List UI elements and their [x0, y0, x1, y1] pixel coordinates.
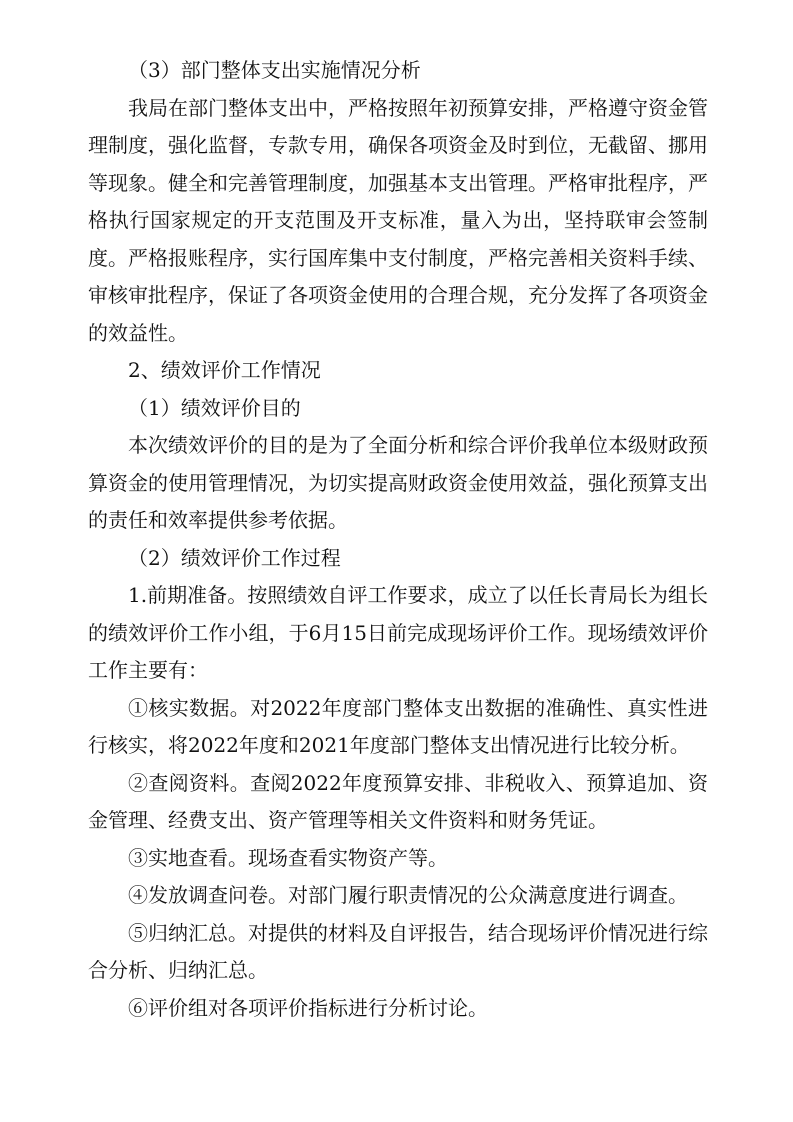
list-item-summarize: ⑤归纳汇总。对提供的材料及自评报告，结合现场评价情况进行综合分析、归纳汇总。 [88, 920, 708, 982]
paragraph-preparation: 1.前期准备。按照绩效自评工作要求，成立了以任长青局长为组长的绩效评价工作小组，于6月15日前完成现场评价工作。现场绩效评价工作主要有： [88, 583, 708, 682]
list-item-questionnaire: ④发放调查问卷。对部门履行职责情况的公众满意度进行调查。 [128, 883, 688, 907]
paragraph-expenditure-management: 我局在部门整体支出中，严格按照年初预算安排，严格遵守资金管理制度，强化监督，专款专用，确保各项资金及时到位，无截留、挪用等现象。健全和完善管理制度，加强基本支出管理。严格审批程序，严格执行国家规定的开支范围及开支标准，量入为出，坚持联审会签制度。严格报账程序，实行国库集中支付制度，严格完善相关资料手续、审核审批程序，保证了各项资金使用的合理合规，充分发挥了各项资金的效益性。 [88, 95, 708, 345]
document-body [88, 52, 708, 1027]
list-item-discussion: ⑥评价组对各项评价指标进行分析讨论。 [128, 995, 488, 1020]
list-item-review-materials: ②查阅资料。查阅2022年度预算安排、非税收入、预算追加、资金管理、经费支出、资产管理等相关文件资料和财务凭证。 [88, 770, 708, 832]
paragraph-evaluation-purpose: 本次绩效评价的目的是为了全面分析和综合评价我单位本级财政预算资金的使用管理情况，为切实提高财政资金使用效益，强化预算支出的责任和效率提供参考依据。 [88, 433, 708, 532]
section-heading-expenditure-analysis: （3）部门整体支出实施情况分析 [128, 58, 421, 82]
list-item-verify-data: ①核实数据。对2022年度部门整体支出数据的准确性、真实性进行核实，将2022年度和2021年度部门整体支出情况进行比较分析。 [88, 695, 708, 757]
list-item-site-inspection: ③实地查看。现场查看实物资产等。 [128, 845, 448, 870]
subheading-evaluation-process: （2）绩效评价工作过程 [128, 545, 341, 570]
subheading-evaluation-purpose: （1）绩效评价目的 [128, 395, 301, 420]
section-heading-performance-evaluation: 2、绩效评价工作情况 [128, 358, 321, 382]
